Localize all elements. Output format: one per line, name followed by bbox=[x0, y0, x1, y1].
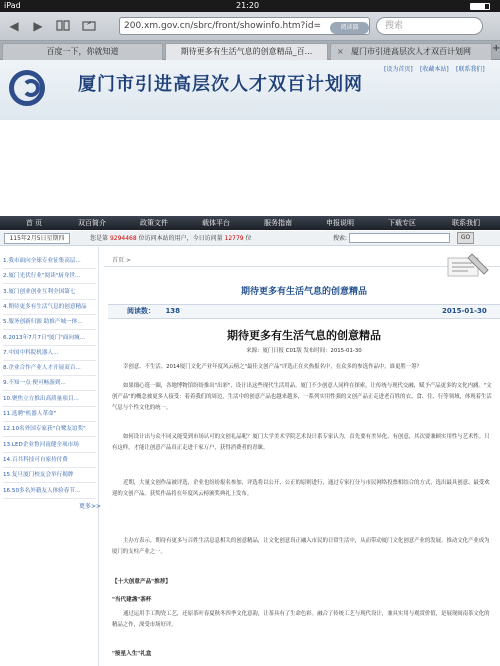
sidebar-item[interactable]: 15.复旦厦门校友会举行揭牌 bbox=[3, 472, 74, 479]
sidebar-item[interactable]: 14.百共科技可自家持付费 bbox=[3, 456, 68, 463]
divider bbox=[104, 266, 500, 267]
date-display: 115年2月5日星期四 bbox=[4, 233, 70, 244]
nav-platform[interactable]: 载体平台 bbox=[202, 219, 230, 227]
nav-intro[interactable]: 双百简介 bbox=[78, 219, 106, 227]
nav-apply[interactable]: 申报说明 bbox=[326, 219, 354, 227]
clock: 21:20 bbox=[236, 1, 260, 10]
bookmark-site-link[interactable]: [收藏本站] bbox=[420, 66, 449, 73]
tab-title: 期待更多有生活气息的创意精品_百... bbox=[180, 47, 313, 56]
divider bbox=[3, 406, 96, 407]
divider bbox=[3, 299, 96, 300]
divider bbox=[3, 283, 96, 284]
divider bbox=[3, 268, 96, 269]
read-count-value: 138 bbox=[165, 307, 181, 315]
share-icon[interactable] bbox=[81, 19, 97, 33]
more-link[interactable]: 更多>> bbox=[79, 503, 102, 510]
set-homepage-link[interactable]: [设为首页] bbox=[384, 66, 413, 73]
article-date: 2015-01-30 bbox=[442, 307, 487, 315]
browser-toolbar bbox=[0, 12, 500, 41]
tab-site[interactable] bbox=[330, 43, 492, 60]
sidebar-item[interactable]: 6.2013年7月7日"厦门"面向城... bbox=[3, 334, 85, 341]
article-title: 期待更多有生活气息的创意精品 bbox=[227, 329, 381, 342]
sidebar-item[interactable]: 8.企业合作产业人才开展双百... bbox=[3, 365, 81, 372]
status-bar bbox=[0, 0, 500, 12]
divider bbox=[3, 436, 96, 437]
bookmarks-icon[interactable] bbox=[55, 19, 71, 33]
sidebar-item[interactable]: 13.LED企业鲁河南健全项市场 bbox=[3, 441, 79, 448]
visit-count: 9294468 bbox=[109, 235, 137, 242]
read-count bbox=[127, 306, 180, 317]
today-count: 12779 bbox=[224, 235, 244, 242]
visit-prefix: 您是第 bbox=[90, 235, 109, 242]
battery-icon bbox=[470, 3, 490, 10]
sidebar-item[interactable]: 2.厦门光伏行业"阅读"厨身世... bbox=[3, 273, 81, 280]
tab-baidu[interactable] bbox=[2, 43, 163, 60]
site-search-label: 搜索: bbox=[333, 235, 348, 242]
divider bbox=[3, 314, 96, 315]
divider bbox=[3, 482, 96, 483]
tab-title: 百度一下，你就知道 bbox=[46, 47, 119, 56]
divider bbox=[3, 421, 96, 422]
back-icon[interactable]: ◀ bbox=[9, 19, 19, 33]
read-label: 阅读数： bbox=[127, 307, 155, 315]
site-search-button[interactable]: GO bbox=[457, 232, 474, 244]
divider bbox=[3, 375, 96, 376]
article-heading: 期待更多有生活气息的创意精品 bbox=[240, 287, 367, 297]
sidebar-item[interactable]: 5.服务创新归源 助推产城一体... bbox=[3, 319, 83, 326]
article-paragraph: 通过运用手工陶瓷工艺，还原茶叶春夏秋冬四季文化意韵，让茶具有了生命色彩。融合了传统工艺与现代设计，兼具实用与观赏价值，是展现闽南茶文化的精品之作，深受市场好评。 bbox=[112, 611, 490, 629]
article-paragraph: 如果细心逛一圈，各地博物馆纷纷推出"出彩"，设计出这些现代生活用品。厦门不少创意人同样在探索，让传统与现代交融，赋予产品更多的文化内涵。"文创产品"的概念被更多人接受：着着我们的周边，生活中的创意产品也越来越多，一系列实用性强的文创产品正走进老百姓的衣、食、住、行等领域，体现着生活气息与个性文化的统一。 bbox=[112, 383, 492, 412]
sidebar-item[interactable]: 16.50多名外籍友人体验春节... bbox=[3, 487, 81, 494]
site-logo-icon bbox=[9, 70, 45, 106]
product-title: "当代建盏"茶杯 bbox=[112, 597, 152, 603]
visit-suffix: 位 bbox=[245, 235, 252, 242]
sidebar-item[interactable]: 7.中国中科院机器人... bbox=[3, 349, 59, 356]
nav-policy[interactable]: 政策文件 bbox=[140, 219, 168, 227]
tab-bar bbox=[0, 41, 500, 60]
product-title: "接星入生"礼盒 bbox=[112, 651, 152, 657]
article-paragraph: 如何设计出与众不同又能受到市场认可的文创礼品呢？厦门大学美术学院艺术设计系专家认为，首先要有差异化、有创意，其次要兼顾实用性与艺术性。只有这样，才能让创意产品真正走进千家万户，获得消费者的青睐。 bbox=[112, 434, 490, 452]
article-source: 来源：厦门日报 C01版 发布时间：2015-01-30 bbox=[246, 348, 362, 354]
nav-guide[interactable]: 服务指南 bbox=[264, 219, 292, 227]
new-tab-icon[interactable]: + bbox=[492, 43, 500, 54]
visitor-counter bbox=[90, 233, 252, 244]
article-paragraph: 近期，大量文创作品被评选，企业也纷纷报名参加，评选将以公开、公正的原则进行，通过专家打分与市民网络投票相结合的方式，选出最具创意、最受欢迎的文创产品。获奖作品将在年度风云榜颁奖典礼上发布。 bbox=[112, 480, 490, 498]
reader-button[interactable]: 阅读器 bbox=[330, 22, 369, 34]
visit-middle: 位访问本站的用户，今日访问量 bbox=[138, 235, 223, 242]
browser-search-input[interactable]: 搜索 bbox=[376, 17, 483, 35]
article-paragraph: 幸创意、不生活。2014厦门文化产业年度风云榜之"最佳文创产品"评选正在火热报名中，在众多的参选作品中，谁更胜一筹？ bbox=[123, 364, 422, 370]
url-text: 200.xm.gov.cn/sbrc/front/showinfo.htm?id= bbox=[124, 21, 322, 31]
close-tab-icon[interactable]: × bbox=[337, 47, 344, 56]
contact-link[interactable]: [联系我们] bbox=[456, 66, 485, 73]
header-illustration-icon bbox=[444, 250, 492, 280]
sidebar-item[interactable]: 12.10名外国专家获"白鹭友谊奖" bbox=[3, 426, 86, 433]
sidebar-item[interactable]: 11.选聘"机器人革命" bbox=[3, 411, 57, 417]
sidebar-item[interactable]: 1.我市面向全球专业征集高层... bbox=[3, 258, 81, 264]
section-heading: 【十大创意产品"推荐】 bbox=[112, 579, 171, 585]
sidebar-item[interactable]: 4.期待更多有生活气息的创意精品 bbox=[3, 303, 87, 310]
sidebar-item[interactable]: 9.不知一点 便可畅游到... bbox=[3, 380, 66, 387]
site-search-input[interactable] bbox=[349, 233, 450, 243]
divider bbox=[3, 345, 96, 346]
sidebar-item[interactable]: 10.聚焦立方推出高质量项目... bbox=[3, 395, 79, 402]
article-paragraph: 主办方表示，期待有更多与百姓生活息息相关的创意精品，让文化创意真正融入市民的日常生活中，从而带动厦门文化创意产业的发展，推动文化产业成为厦门的支柱产业之一。 bbox=[112, 538, 490, 556]
tab-article[interactable] bbox=[165, 43, 328, 60]
divider bbox=[3, 452, 96, 453]
forward-icon[interactable]: ▶ bbox=[33, 19, 43, 33]
divider bbox=[3, 360, 96, 361]
nav-download[interactable]: 下载专区 bbox=[388, 219, 416, 227]
device-label: iPad bbox=[4, 1, 21, 10]
nav-contact[interactable]: 联系我们 bbox=[452, 219, 480, 227]
tab-title: 厦门市引进高层次人才双百计划网 bbox=[351, 47, 471, 56]
nav-home[interactable]: 首 页 bbox=[25, 219, 43, 227]
divider bbox=[3, 467, 96, 468]
breadcrumb[interactable]: 首页 > bbox=[112, 257, 131, 264]
sidebar-item[interactable]: 3.厦门创业创业互利全国第七 bbox=[3, 288, 76, 295]
site-title: 厦门市引进高层次人才双百计划网 bbox=[78, 74, 363, 95]
divider bbox=[3, 390, 96, 391]
divider bbox=[3, 329, 96, 330]
divider bbox=[3, 498, 96, 499]
